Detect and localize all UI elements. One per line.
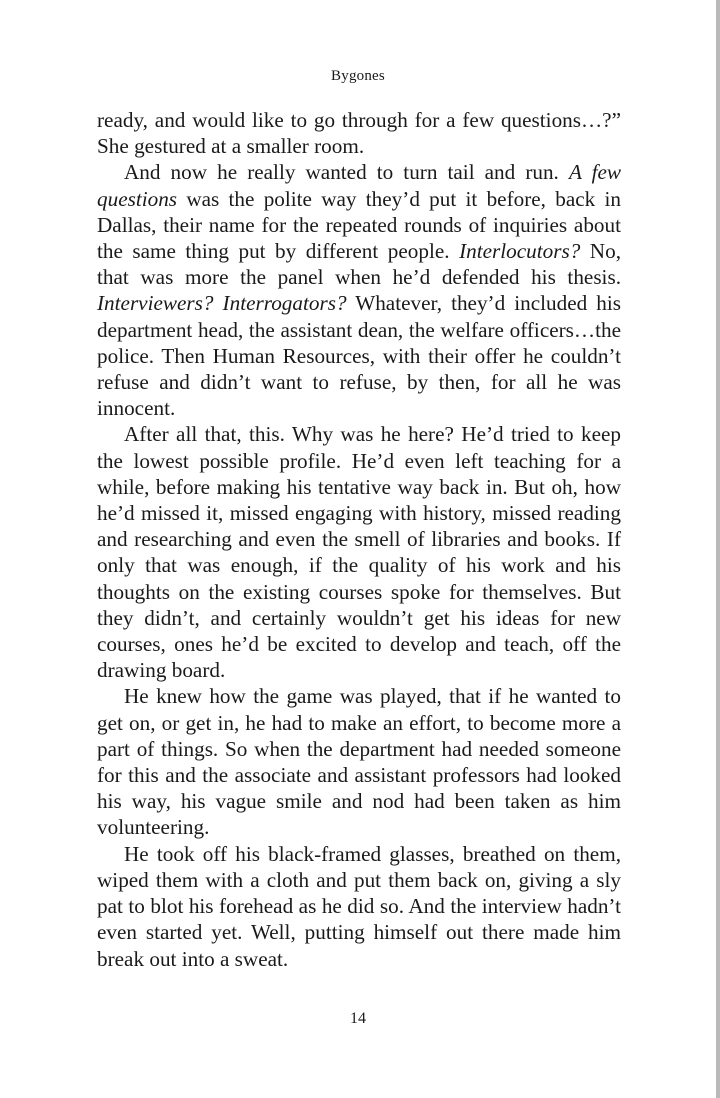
text-run: He knew how the game was played, that if he wanted to get on, or get in, he had to make an effort, to become more a part of things. So when the department had needed someone for this and the associate and assistant professors had looked his way, his vague smile and nod had been taken as him volunteering. [97, 684, 621, 840]
italic-text: A few questions [97, 160, 621, 211]
text-run: And now he really wanted to turn tail and run. [124, 160, 569, 185]
paragraph [97, 683, 621, 840]
page-edge [716, 0, 720, 1098]
text-run: Whatever, they’d included his department head, the assistant dean, the welfare officers…the police. Then Human Resources, with their offer he couldn’t refuse and didn’t want to refuse, by then, for all he was innocent. [97, 291, 621, 421]
running-head: Bygones [331, 68, 385, 84]
text-run: After all that, this. Why was he here? He’d tried to keep the lowest possible profile. He’d even left teaching for a while, before making his tentative way back in. But oh, how he’d missed it, missed engaging with history, missed reading and researching and even the smell of libraries and books. If only that was enough, if the quality of his work and his thoughts on the existing courses spoke for themselves. But they didn’t, and certainly wouldn’t get his ideas for new courses, ones he’d be excited to develop and teach, off the drawing board. [97, 422, 621, 683]
paragraph [97, 107, 621, 159]
text-run: was the polite way they’d put it before, back in Dallas, their name for the repeated rounds of inquiries about the same thing put by different people. [97, 186, 621, 264]
paragraph [97, 421, 621, 683]
italic-text: Interlocutors? [459, 239, 581, 264]
text-run: ready, and would like to go through for a few questions…?” She gestured at a smaller room. [97, 108, 621, 159]
paragraph [97, 159, 621, 421]
paragraph [97, 841, 621, 972]
text-run: No, that was more the panel when he’d defended his thesis. [97, 239, 621, 290]
text-run: He took off his black-framed glasses, breathed on them, wiped them with a cloth and put them back on, giving a sly pat to blot his forehead as he did so. And the interview hadn’t even started yet. Well, putting himself out there made him break out into a sweat. [97, 841, 621, 971]
body-text [97, 107, 621, 972]
page-number: 14 [350, 1010, 366, 1027]
italic-text: Interviewers? Interrogators? [97, 291, 347, 316]
